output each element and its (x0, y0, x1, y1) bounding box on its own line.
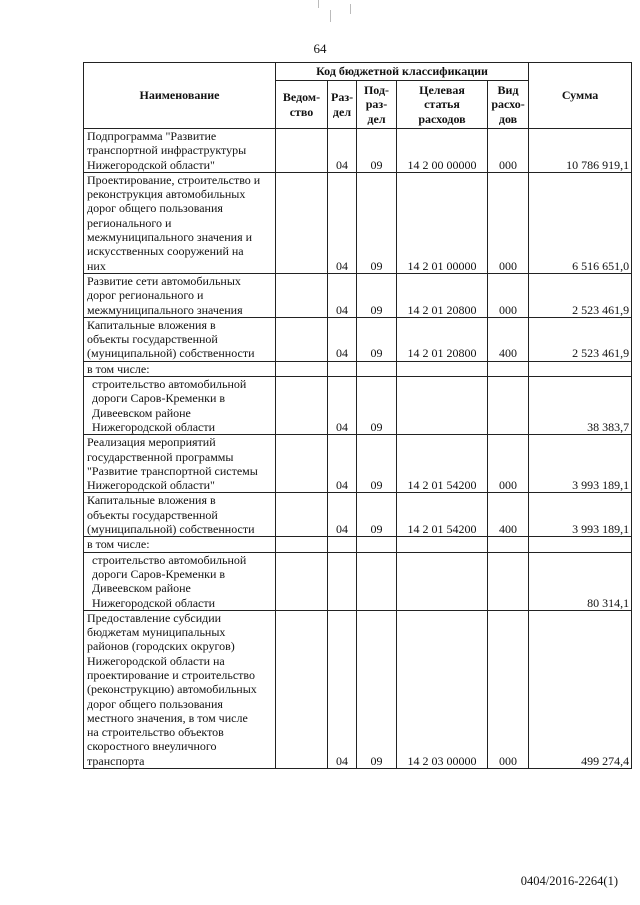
row-vid: 400 (488, 317, 529, 361)
row-razdel: 04 (328, 493, 357, 537)
row-name-line: Нижегородской области" (87, 478, 215, 493)
row-name-line: Дивеевском районе (92, 405, 191, 420)
document-code: 0404/2016-2264(1) (520, 874, 618, 888)
row-name-line: строительство автомобильной (92, 377, 247, 392)
row-name (84, 172, 276, 273)
row-razdel (328, 552, 357, 610)
row-summa: 2 523 461,9 (529, 317, 632, 361)
table-row (84, 172, 632, 273)
row-name-line: (муниципальной) собственности (87, 522, 255, 537)
row-podrazdel: 09 (357, 273, 397, 317)
row-summa (529, 361, 632, 376)
row-name-line: транспортной инфраструктуры (87, 143, 247, 158)
row-summa: 10 786 919,1 (529, 129, 632, 173)
row-name-line: Нижегородской области (92, 595, 216, 610)
row-name-line: транспорта (87, 753, 145, 768)
row-name (84, 435, 276, 493)
header-tselevaya: Целевая статья расходов (397, 81, 488, 129)
row-name-line: Капитальные вложения в (87, 317, 216, 332)
row-summa: 38 383,7 (529, 377, 632, 435)
row-podrazdel (357, 552, 397, 610)
row-vedomstvo (276, 552, 328, 610)
row-name-line: объекты государственной (87, 332, 218, 347)
row-podrazdel: 09 (357, 317, 397, 361)
table-row (84, 129, 632, 173)
row-tselevaya (397, 552, 488, 610)
header-summa: Сумма (529, 63, 632, 129)
row-name (84, 317, 276, 361)
row-podrazdel: 09 (357, 493, 397, 537)
row-name-line: местного значения, в том числе (87, 710, 248, 725)
row-name-line: дорог регионального и (87, 288, 204, 303)
row-vedomstvo (276, 273, 328, 317)
row-name-line: на строительство объектов (87, 725, 224, 740)
row-vid: 000 (488, 172, 529, 273)
row-name-line: дорог общего пользования (87, 201, 223, 216)
row-summa: 3 993 189,1 (529, 493, 632, 537)
table-row (84, 361, 632, 376)
row-razdel: 04 (328, 377, 357, 435)
row-razdel: 04 (328, 317, 357, 361)
row-vid: 400 (488, 493, 529, 537)
row-name-line: межмуниципального значения (87, 302, 243, 317)
row-podrazdel: 09 (357, 610, 397, 768)
row-podrazdel: 09 (357, 172, 397, 273)
row-vedomstvo (276, 129, 328, 173)
table-row (84, 377, 632, 435)
row-vedomstvo (276, 377, 328, 435)
row-name (84, 361, 276, 376)
row-razdel (328, 361, 357, 376)
row-vedomstvo (276, 493, 328, 537)
scan-marks (316, 0, 356, 24)
row-razdel: 04 (328, 129, 357, 173)
row-name-line: межмуниципального значения и (87, 230, 253, 245)
row-name-line: дороги Саров-Кременки в (92, 566, 226, 581)
header-podrazdel: Под- раз- дел (357, 81, 397, 129)
row-tselevaya: 14 2 01 00000 (397, 172, 488, 273)
row-razdel: 04 (328, 610, 357, 768)
row-name-line: искусственных сооружений на (87, 244, 244, 259)
table-row (84, 493, 632, 537)
row-tselevaya: 14 2 00 00000 (397, 129, 488, 173)
header-budget-code-group: Код бюджетной классификации (276, 63, 529, 81)
header-vid: Вид расхо- дов (488, 81, 529, 129)
table-row (84, 317, 632, 361)
row-name (84, 493, 276, 537)
row-vid (488, 361, 529, 376)
row-name-line: Подпрограмма "Развитие (87, 129, 217, 143)
row-name (84, 129, 276, 173)
table-body (84, 129, 632, 769)
row-vid (488, 537, 529, 552)
row-summa: 2 523 461,9 (529, 273, 632, 317)
row-name-line: Капитальные вложения в (87, 493, 216, 508)
row-name-line: них (87, 258, 106, 273)
row-vedomstvo (276, 172, 328, 273)
row-name-line: государственной программы (87, 449, 234, 464)
row-name (84, 377, 276, 435)
row-summa: 3 993 189,1 (529, 435, 632, 493)
row-name-line: Нижегородской области" (87, 157, 215, 172)
row-name-line: (реконструкцию) автомобильных (87, 682, 257, 697)
row-summa: 499 274,4 (529, 610, 632, 768)
row-razdel (328, 537, 357, 552)
row-tselevaya: 14 2 03 00000 (397, 610, 488, 768)
table-row (84, 552, 632, 610)
row-name (84, 610, 276, 768)
row-name-line: реконструкция автомобильных (87, 187, 246, 202)
row-name-line: строительство автомобильной (92, 552, 247, 567)
row-name-line: Нижегородской области (92, 419, 216, 434)
header-razdel: Раз- дел (328, 81, 357, 129)
row-name-line: Предоставление субсидии (87, 610, 222, 625)
row-name-line: дорог общего пользования (87, 696, 223, 711)
row-podrazdel: 09 (357, 435, 397, 493)
row-name-line: Реализация мероприятий (87, 435, 216, 450)
row-vedomstvo (276, 537, 328, 552)
row-name-line: (муниципальной) собственности (87, 346, 255, 361)
row-name-line: "Развитие транспортной системы (87, 463, 258, 478)
row-tselevaya: 14 2 01 20800 (397, 317, 488, 361)
header-vedomstvo: Ведом- ство (276, 81, 328, 129)
page-number: 64 (313, 41, 327, 56)
row-name-line: объекты государственной (87, 507, 218, 522)
row-vid (488, 377, 529, 435)
row-name (84, 552, 276, 610)
row-razdel: 04 (328, 172, 357, 273)
row-name (84, 537, 276, 552)
row-name-line: Проектирование, строительство и (87, 172, 261, 187)
row-vid: 000 (488, 273, 529, 317)
row-name-line: в том числе: (87, 537, 150, 552)
row-tselevaya: 14 2 01 20800 (397, 273, 488, 317)
row-vid: 000 (488, 610, 529, 768)
row-summa (529, 537, 632, 552)
row-name-line: Развитие сети автомобильных (87, 273, 241, 288)
row-vedomstvo (276, 610, 328, 768)
row-name-line: Дивеевском районе (92, 581, 191, 596)
row-tselevaya: 14 2 01 54200 (397, 493, 488, 537)
row-vid: 000 (488, 435, 529, 493)
row-vedomstvo (276, 361, 328, 376)
row-podrazdel: 09 (357, 129, 397, 173)
row-vid (488, 552, 529, 610)
table-row (84, 610, 632, 768)
row-name-line: в том числе: (87, 361, 150, 376)
row-vedomstvo (276, 435, 328, 493)
table-row (84, 435, 632, 493)
row-name-line: скоростного внеуличного (87, 739, 217, 754)
row-name-line: бюджетам муниципальных (87, 625, 226, 640)
row-summa: 6 516 651,0 (529, 172, 632, 273)
row-tselevaya (397, 377, 488, 435)
row-podrazdel (357, 537, 397, 552)
table-row (84, 273, 632, 317)
row-name (84, 273, 276, 317)
row-tselevaya (397, 361, 488, 376)
row-razdel: 04 (328, 273, 357, 317)
row-vid: 000 (488, 129, 529, 173)
row-name-line: районов (городских округов) (87, 639, 235, 654)
row-name-line: проектирование и строительство (87, 667, 255, 682)
row-summa: 80 314,1 (529, 552, 632, 610)
row-tselevaya: 14 2 01 54200 (397, 435, 488, 493)
row-tselevaya (397, 537, 488, 552)
table-row (84, 537, 632, 552)
row-name-line: регионального и (87, 215, 172, 230)
row-vedomstvo (276, 317, 328, 361)
row-podrazdel: 09 (357, 377, 397, 435)
header-name: Наименование (84, 63, 276, 129)
budget-table (83, 62, 632, 769)
row-name-line: Нижегородской области на (87, 653, 225, 668)
row-razdel: 04 (328, 435, 357, 493)
row-podrazdel (357, 361, 397, 376)
row-name-line: дороги Саров-Кременки в (92, 391, 226, 406)
